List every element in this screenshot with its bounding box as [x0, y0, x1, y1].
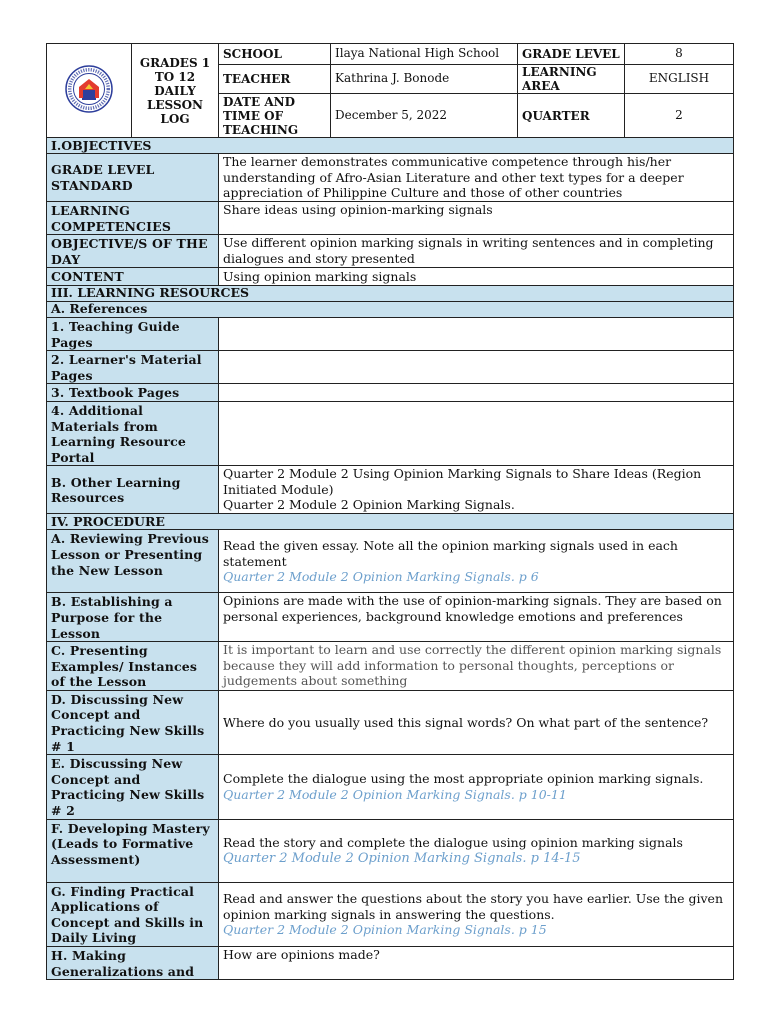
procedure-a-cell	[219, 530, 734, 593]
teacher-value: Kathrina J. Bonode	[331, 65, 518, 94]
procedure-f-reference: Quarter 2 Module 2 Opinion Marking Signals. p 14-15	[223, 850, 581, 866]
grade-level-standard-label: GRADE LEVEL STANDARD	[47, 154, 219, 202]
procedure-c-row	[47, 642, 734, 691]
procedure-b-row	[47, 593, 734, 642]
procedure-b-text: Opinions are made with the use of opinion-marking signals. They are based on personal experiences, background knowledge emotions and preferences	[219, 593, 734, 642]
quarter-label: QUARTER	[518, 94, 625, 138]
additional-materials-label: 4. Additional Materials from Learning Resource Portal	[47, 401, 219, 465]
textbook-value	[219, 384, 734, 402]
log-title: GRADES 1 TO 12 DAILY LESSON LOG	[132, 44, 219, 138]
learners-material-label: 2. Learner's Material Pages	[47, 351, 219, 384]
procedure-a-label: A. Reviewing Previous Lesson or Presenting the New Lesson	[47, 530, 219, 593]
other-resources-line1: Quarter 2 Module 2 Using Opinion Marking Signals to Share Ideas (Region Initiated Module)	[223, 466, 702, 497]
procedure-g-row	[47, 882, 734, 946]
teaching-guide-value	[219, 317, 734, 350]
procedure-d-text: Where do you usually used this signal words? On what part of the sentence?	[219, 690, 734, 754]
procedure-g-text: Read and answer the questions about the story you have earlier. Use the given opinion marking signals in answering the questions.	[223, 891, 724, 922]
procedure-e-label: E. Discussing New Concept and Practicing New Skills # 2	[47, 755, 219, 819]
objectives-heading-row	[47, 138, 734, 154]
learning-area-label: LEARNING AREA	[518, 65, 625, 94]
procedure-h-row	[47, 947, 734, 980]
daily-lesson-log	[46, 43, 733, 980]
competencies-text: Share ideas using opinion-marking signals	[219, 202, 734, 235]
procedure-e-row	[47, 755, 734, 819]
resources-heading: III. LEARNING RESOURCES	[47, 285, 734, 301]
lesson-log-table	[46, 43, 734, 980]
grade-level-value: 8	[625, 44, 734, 65]
procedure-h-label: H. Making Generalizations and	[47, 947, 219, 980]
learning-area-value: ENGLISH	[625, 65, 734, 94]
procedure-e-reference: Quarter 2 Module 2 Opinion Marking Signals. p 10-11	[223, 786, 567, 802]
content-row	[47, 268, 734, 286]
deped-seal-icon	[65, 65, 113, 113]
date-label: DATE AND TIME OF TEACHING	[219, 94, 331, 138]
references-heading-row	[47, 301, 734, 317]
procedure-a-text: Read the given essay. Note all the opinion marking signals used in each statement	[223, 538, 678, 569]
procedure-heading-row	[47, 514, 734, 530]
school-label: SCHOOL	[219, 44, 331, 65]
procedure-f-row	[47, 819, 734, 882]
resources-heading-row	[47, 285, 734, 301]
procedure-f-text: Read the story and complete the dialogue using opinion marking signals	[223, 835, 683, 851]
quarter-value: 2	[625, 94, 734, 138]
procedure-e-text: Complete the dialogue using the most appropriate opinion marking signals.	[223, 771, 704, 787]
procedure-a-reference: Quarter 2 Module 2 Opinion Marking Signals. p 6	[223, 569, 539, 585]
learners-material-row	[47, 351, 734, 384]
date-value: December 5, 2022	[331, 94, 518, 138]
teaching-guide-label: 1. Teaching Guide Pages	[47, 317, 219, 350]
grade-level-standard-row	[47, 154, 734, 202]
other-resources-line2: Quarter 2 Module 2 Opinion Marking Signals.	[223, 497, 515, 513]
school-value: Ilaya National High School	[331, 44, 518, 65]
grade-level-standard-text: The learner demonstrates communicative competence through his/her understanding of Afro-Asian Literature and other text types for a deeper appreciation of Philippine Culture and those of other countries	[219, 154, 734, 202]
procedure-heading: IV. PROCEDURE	[47, 514, 734, 530]
content-text: Using opinion marking signals	[219, 268, 734, 286]
procedure-e-cell	[219, 755, 734, 819]
teaching-guide-row	[47, 317, 734, 350]
other-resources-label: B. Other Learning Resources	[47, 466, 219, 514]
additional-materials-value	[219, 401, 734, 465]
textbook-row	[47, 384, 734, 402]
other-resources-cell	[219, 466, 734, 514]
procedure-g-label: G. Finding Practical Applications of Concept and Skills in Daily Living	[47, 882, 219, 946]
objectives-heading: I.OBJECTIVES	[47, 138, 734, 154]
procedure-f-cell	[219, 819, 734, 882]
procedure-c-text: It is important to learn and use correctly the different opinion marking signals because they will add information to personal thoughts, perceptions or judgements about something	[219, 642, 734, 691]
learners-material-value	[219, 351, 734, 384]
objective-row	[47, 235, 734, 268]
competencies-label: LEARNING COMPETENCIES	[47, 202, 219, 235]
seal-cell	[47, 44, 132, 138]
procedure-b-label: B. Establishing a Purpose for the Lesson	[47, 593, 219, 642]
objective-label: OBJECTIVE/S OF THE DAY	[47, 235, 219, 268]
procedure-a-row	[47, 530, 734, 593]
procedure-g-cell	[219, 882, 734, 946]
procedure-g-reference: Quarter 2 Module 2 Opinion Marking Signals. p 15	[223, 922, 547, 938]
objective-text: Use different opinion marking signals in writing sentences and in completing dialogues and story presented	[219, 235, 734, 268]
procedure-f-label: F. Developing Mastery (Leads to Formative Assessment)	[47, 819, 219, 882]
other-resources-row	[47, 466, 734, 514]
header-row-school	[47, 44, 734, 65]
textbook-label: 3. Textbook Pages	[47, 384, 219, 402]
content-label: CONTENT	[47, 268, 219, 286]
references-heading: A. References	[47, 301, 734, 317]
competencies-row	[47, 202, 734, 235]
procedure-d-label: D. Discussing New Concept and Practicing New Skills # 1	[47, 690, 219, 754]
procedure-h-text: How are opinions made?	[219, 947, 734, 980]
teacher-label: TEACHER	[219, 65, 331, 94]
procedure-c-label: C. Presenting Examples/ Instances of the Lesson	[47, 642, 219, 691]
additional-materials-row	[47, 401, 734, 465]
procedure-d-row	[47, 690, 734, 754]
grade-level-label: GRADE LEVEL	[518, 44, 625, 65]
